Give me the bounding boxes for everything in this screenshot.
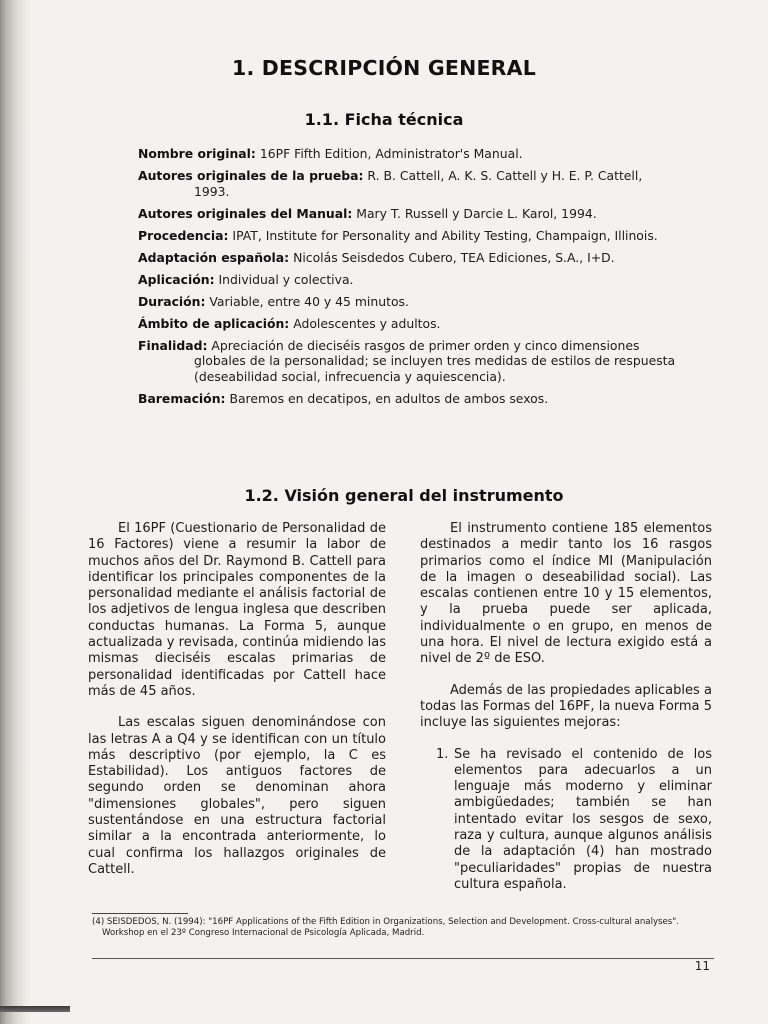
field-label: Finalidad:: [138, 337, 208, 353]
left-text-column: [88, 521, 386, 878]
footer-rule: [92, 958, 714, 959]
field-label: Duración:: [138, 293, 206, 309]
field-label: Procedencia:: [138, 227, 229, 243]
body-paragraph: Las escalas siguen denominándose con las letras A a Q4 y se identifican con un título más descriptivo (por ejemplo, la C es Estabilidad). Los antiguos factores de segundo orden se denominan ahora "dimensiones globales", pero siguen sustentándose en una estructura factorial similar a la encontrada anteriormente, lo cual confirma los hallazgos originales de Cattell.: [88, 715, 386, 877]
body-paragraph: El instrumento contiene 185 elementos destinados a medir tanto los 16 rasgos primarios como el índice MI (Manipulación de la imagen o deseabilidad social). Las escalas contienen entre 10 y 15 elementos, y la prueba puede ser aplicada, individualmente o en grupo, en menos de una hora. El nivel de lectura exigido está a nivel de 2º de ESO.: [420, 521, 712, 667]
section-heading-vision-general: 1.2. Visión general del instrumento: [244, 486, 564, 505]
field-label: Adaptación española:: [138, 249, 290, 265]
section-heading-ficha-tecnica: 1.1. Ficha técnica: [304, 110, 464, 129]
list-item: [420, 747, 712, 894]
ficha-field-baremacion: [138, 391, 678, 407]
field-value: IPAT, Institute for Personality and Ability Testing, Champaign, Illinois.: [232, 227, 658, 243]
ficha-field-finalidad: [138, 338, 678, 385]
page-title: 1. DESCRIPCIÓN GENERAL: [232, 56, 536, 80]
field-value: Nicolás Seisdedos Cubero, TEA Ediciones, S.A., I+D.: [293, 249, 615, 265]
ficha-field-aplicacion: [138, 272, 678, 288]
ficha-field-procedencia: [138, 228, 678, 244]
ficha-field-ambito: [138, 316, 678, 332]
field-value: Individual y colectiva.: [218, 271, 354, 287]
field-value: Apreciación de dieciséis rasgos de primer orden y cinco dimensiones globales de la personalidad; se incluyen tres medidas de estilos de respuesta (deseabilidad social, infrecuencia y aquiescencia).: [194, 337, 676, 384]
right-text-column: [420, 521, 712, 893]
field-label: Aplicación:: [138, 271, 215, 287]
ficha-field-duracion: [138, 294, 678, 310]
field-value: Baremos en decatipos, en adultos de ambos sexos.: [229, 390, 549, 406]
ficha-field-autores-manual: [138, 206, 678, 222]
field-value: 16PF Fifth Edition, Administrator's Manual.: [259, 146, 523, 161]
book-binding-shadow: [0, 0, 32, 1024]
field-label: Autores originales de la prueba:: [138, 168, 364, 183]
footnote-separator: [92, 913, 188, 914]
field-value: Variable, entre 40 y 45 minutos.: [209, 293, 409, 309]
list-text: Se ha revisado el contenido de los elementos para adecuarlos a un lenguaje más moderno y eliminar ambigüedades; también se han intentado evitar los sesgos de sexo, raza y cultura, aunque algunos análisis de la adaptación (4) han mostrado "peculiaridades" propias de nuestra cultura española.: [454, 746, 712, 892]
list-number: 1.: [436, 746, 449, 762]
ficha-field-nombre-original: [138, 146, 678, 162]
footnote: (4) SEISDEDOS, N. (1994): "16PF Applications of the Fifth Edition in Organizations, Selection and Development. Cross-cultural analyses". Workshop en el 23º Congreso Internacional de Psicología Aplicada, Madrid.: [92, 917, 679, 938]
field-value: Mary T. Russell y Darcie L. Karol, 1994.: [356, 205, 597, 221]
binding-edge-mark: [0, 1006, 70, 1012]
field-label: Autores originales del Manual:: [138, 205, 353, 221]
ficha-tecnica: [138, 146, 678, 413]
field-label: Ámbito de aplicación:: [138, 315, 290, 331]
body-paragraph: Además de las propiedades aplicables a todas las Formas del 16PF, la nueva Forma 5 incluye las siguientes mejoras:: [420, 682, 712, 731]
field-value: Adolescentes y adultos.: [293, 315, 441, 331]
ficha-field-adaptacion: [138, 250, 678, 266]
field-value: R. B. Cattell, A. K. S. Cattell y H. E. P. Cattell, 1993.: [194, 168, 643, 199]
ficha-field-autores-prueba: [138, 168, 678, 199]
field-label: Nombre original:: [138, 146, 256, 161]
field-label: Baremación:: [138, 390, 226, 406]
page-number: 11: [694, 959, 710, 973]
body-paragraph: El 16PF (Cuestionario de Personalidad de 16 Factores) viene a resumir la labor de muchos años del Dr. Raymond B. Cattell para identificar los principales componentes de la personalidad mediante el análisis factorial de los adjetivos de lengua inglesa que describen conductas humanas. La Forma 5, aunque actualizada y revisada, continúa midiendo las mismas dieciséis escalas primarias de personalidad identificadas por Cattell hace más de 45 años.: [88, 521, 386, 699]
